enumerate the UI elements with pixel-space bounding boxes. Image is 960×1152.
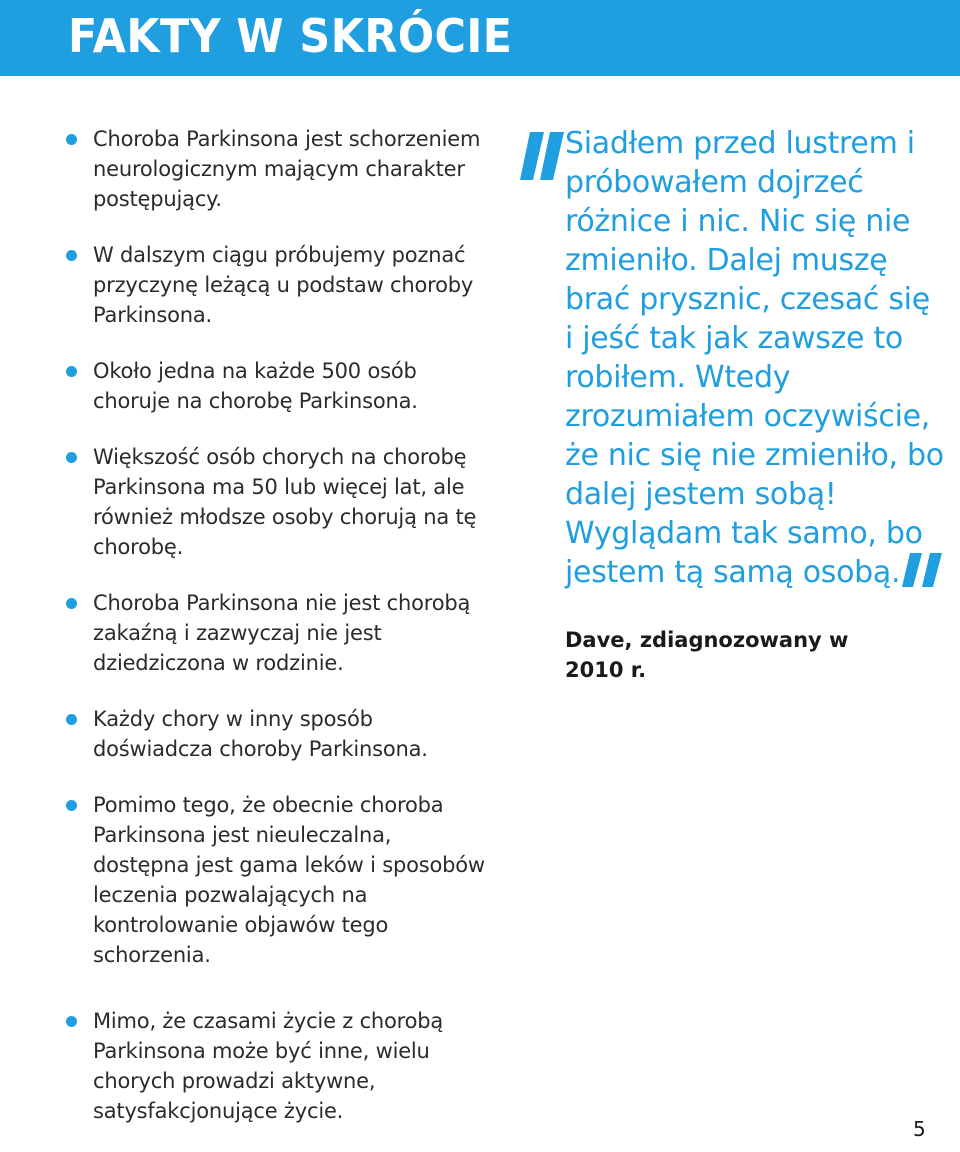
bullet-icon [66,366,77,377]
list-item [66,588,486,678]
bullet-icon [66,598,77,609]
page-title: FAKTY W SKRÓCIE [68,9,513,63]
list-item [66,240,486,330]
quote-close-icon [902,553,942,587]
bullet-icon [66,134,77,145]
list-item [66,356,486,416]
bullet-icon [66,1016,77,1027]
bullet-icon [66,452,77,463]
page-number: 5 [913,1117,926,1141]
quote-author: Dave, zdiagnozowany w 2010 r. [565,628,849,682]
list-item [66,790,486,970]
list-item [66,442,486,562]
fact-text: Choroba Parkinsona nie jest chorobą zakaźną i zazwyczaj nie jest dziedziczona w rodzinie. [93,591,471,675]
bullet-icon [66,800,77,811]
quote-text: Siadłem przed lustrem i próbowałem dojrzeć różnice i nic. Nic się nie zmieniło. Dalej muszę brać prysznic, czesać się i jeść tak jak zawsze to robiłem. Wtedy zrozumiałem oczywiście, że nic się nie zmieniło, bo dalej jestem sobą! Wyglądam tak samo, bo jestem tą samą osobą. [565,126,944,590]
bullet-icon [66,714,77,725]
testimonial-quote [520,124,950,685]
fact-text: Każdy chory w inny sposób doświadcza choroby Parkinsona. [93,707,428,761]
facts-list [66,124,486,1152]
fact-text: W dalszym ciągu próbujemy poznać przyczynę leżącą u podstaw choroby Parkinsona. [93,243,474,327]
fact-text: Choroba Parkinsona jest schorzeniem neurologicznym mającym charakter postępujący. [93,127,481,211]
quote-text-block [565,124,945,592]
list-item [66,704,486,764]
fact-text: Większość osób chorych na chorobę Parkinsona ma 50 lub więcej lat, ale również młodsze osoby chorują na tę chorobę. [93,445,477,559]
list-item [66,1006,486,1126]
list-item [66,124,486,214]
bullet-icon [66,250,77,261]
quote-open-icon [520,132,564,180]
fact-text: Mimo, że czasami życie z chorobą Parkinsona może być inne, wielu chorych prowadzi aktywne, satysfakcjonujące życie. [93,1009,444,1123]
header-band [0,0,960,76]
fact-text: Pomimo tego, że obecnie choroba Parkinsona jest nieuleczalna, dostępna jest gama leków i sposobów leczenia pozwalających na kontrolowanie objawów tego schorzenia. [93,793,485,967]
fact-text: Około jedna na każde 500 osób choruje na chorobę Parkinsona. [93,359,418,413]
